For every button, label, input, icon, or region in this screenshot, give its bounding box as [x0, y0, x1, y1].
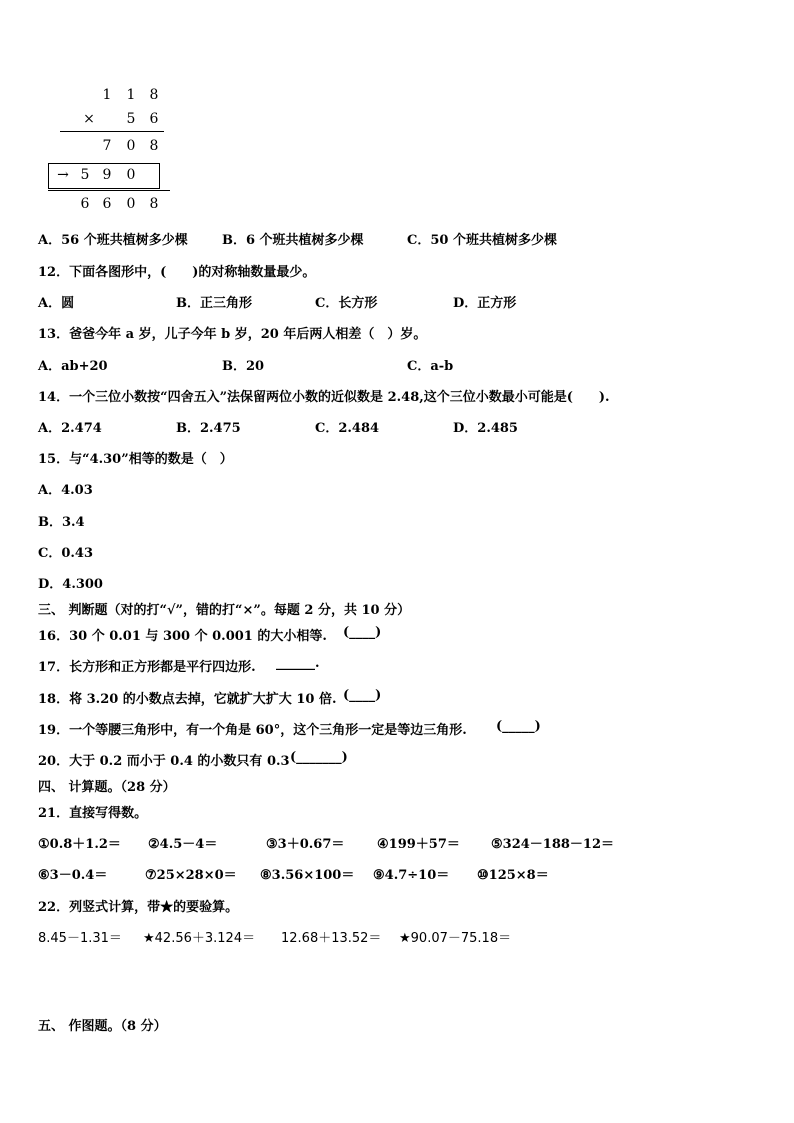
q21-item: ⑧3.56×100＝ [260, 868, 355, 883]
q12-option-c: C．长方形 [315, 296, 378, 311]
q20-blank[interactable]: (_______) [290, 750, 348, 765]
q22-item: 8.45－1.31＝ [38, 931, 122, 946]
q15-option-a: A．4.03 [38, 483, 93, 498]
digit: 6 [102, 196, 112, 212]
q11-option-b: B．6 个班共植树多少棵 [222, 233, 364, 248]
q19-blank[interactable]: (_____) [496, 719, 541, 734]
q22-stem: 22．列竖式计算，带★的要验算。 [38, 900, 239, 915]
digit: 0 [126, 196, 136, 212]
q16-text: 16．30 个 0.01 与 300 个 0.001 的大小相等. [38, 629, 327, 644]
q21-item: ⑤324－188－12＝ [491, 837, 615, 852]
q17-text: 17．长方形和正方形都是平行四边形. [38, 660, 256, 675]
q19-text: 19．一个等腰三角形中，有一个角是 60°，这个三角形一定是等边三角形. [38, 723, 467, 738]
q14-option-b: B．2.475 [176, 421, 241, 436]
q11-option-c: C．50 个班共植树多少棵 [407, 233, 557, 248]
q12-option-d: D．正方形 [453, 296, 517, 311]
digit: 5 [80, 167, 90, 183]
q16-blank[interactable]: (____) [343, 625, 382, 640]
digit: 0 [126, 167, 136, 183]
section-3-title: 三、 判断题（对的打“√”，错的打“×”。每题 2 分，共 10 分） [38, 603, 411, 618]
q17-blank[interactable]: ______. [276, 656, 320, 671]
q21-stem: 21．直接写得数。 [38, 806, 148, 821]
q21-item: ⑨4.7÷10＝ [373, 868, 450, 883]
digit: 8 [149, 138, 159, 154]
q14-option-a: A．2.474 [38, 421, 102, 436]
q13-stem: 13．爸爸今年 a 岁，儿子今年 b 岁，20 年后两人相差（ ）岁。 [38, 327, 427, 342]
q12-option-a: A．圆 [38, 296, 75, 311]
digit: 0 [126, 138, 136, 154]
q15-option-b: B．3.4 [38, 515, 85, 530]
q15-option-c: C．0.43 [38, 546, 94, 561]
q18-text: 18．将 3.20 的小数点去掉，它就扩大扩大 10 倍. [38, 692, 337, 707]
q22-item: ★90.07－75.18＝ [399, 931, 512, 946]
q22-item: ★42.56＋3.124＝ [143, 931, 256, 946]
digit: 8 [149, 196, 159, 212]
digit: 1 [102, 87, 112, 103]
q22-item: 12.68＋13.52＝ [281, 931, 382, 946]
q18-blank[interactable]: (____) [343, 688, 382, 703]
times-sign: × [83, 111, 95, 127]
q11-option-a: A．56 个班共植树多少棵 [38, 233, 188, 248]
q21-item: ⑦25×28×0＝ [145, 868, 237, 883]
q13-option-a: A．ab+20 [38, 359, 108, 374]
q21-item: ④199＋57＝ [377, 837, 460, 852]
q14-option-d: D．2.485 [453, 421, 518, 436]
q21-item: ⑥3－0.4＝ [38, 868, 108, 883]
q13-option-c: C．a-b [407, 359, 454, 374]
q20-text: 20．大于 0.2 而小于 0.4 的小数只有 0.3 [38, 754, 290, 769]
q21-item: ⑩125×8＝ [477, 868, 549, 883]
q21-item: ③3＋0.67＝ [266, 837, 345, 852]
digit: 8 [149, 87, 159, 103]
q12-option-b: B．正三角形 [176, 296, 252, 311]
section-5-title: 五、 作图题。（8 分） [38, 1019, 167, 1034]
digit: 1 [126, 87, 136, 103]
q14-stem: 14．一个三位小数按“四舍五入”法保留两位小数的近似数是 2.48,这个三位小数最小可能是( ). [38, 390, 610, 405]
q15-option-d: D．4.300 [38, 577, 103, 592]
q13-option-b: B．20 [222, 359, 265, 374]
arrow-icon: → [57, 167, 69, 183]
digit: 6 [149, 111, 159, 127]
rule-line [48, 190, 170, 191]
q21-item: ②4.5－4＝ [148, 837, 218, 852]
q12-stem: 12．下面各图形中，( )的对称轴数量最少。 [38, 265, 316, 280]
digit: 7 [102, 138, 112, 154]
q21-item: ①0.8＋1.2＝ [38, 837, 121, 852]
digit: 6 [80, 196, 90, 212]
q15-stem: 15．与“4.30”相等的数是（ ） [38, 452, 233, 467]
rule-line [60, 131, 164, 132]
digit: 9 [102, 167, 112, 183]
section-4-title: 四、 计算题。（28 分） [38, 780, 176, 795]
q14-option-c: C．2.484 [315, 421, 380, 436]
digit: 5 [126, 111, 136, 127]
